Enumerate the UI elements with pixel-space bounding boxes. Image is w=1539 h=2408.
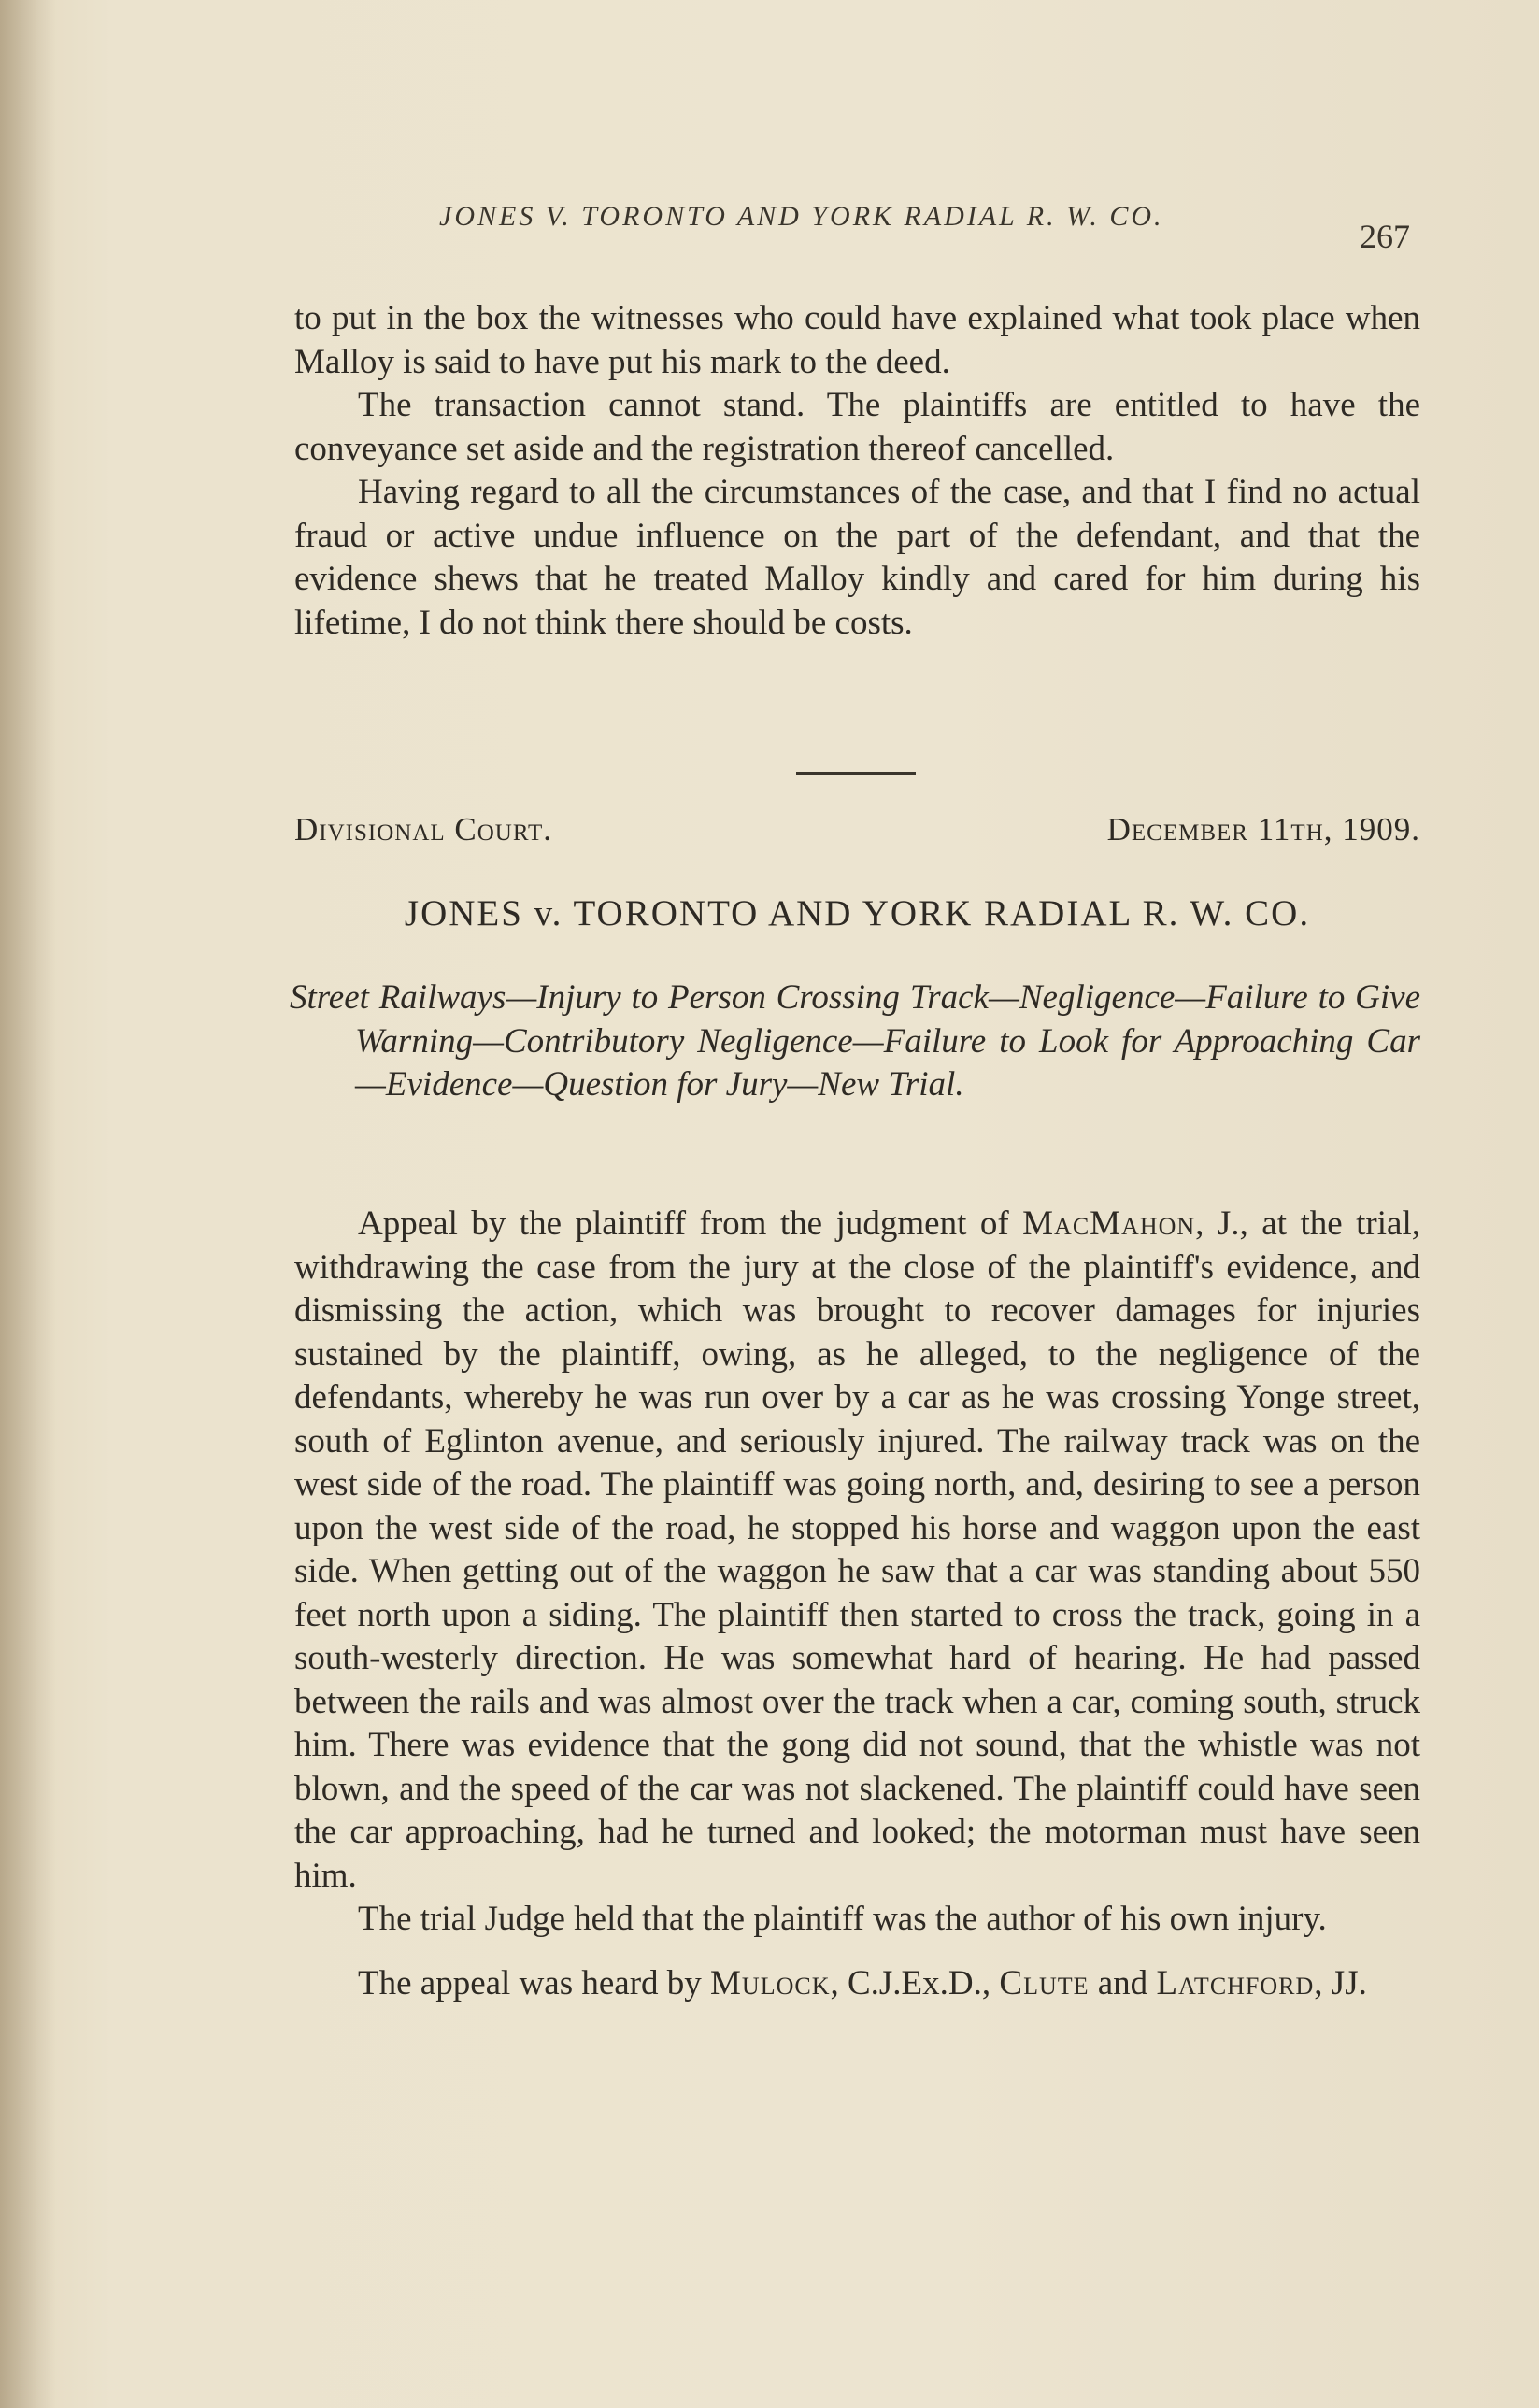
judge-mulock: Mulock <box>710 1963 831 2002</box>
paragraph-transaction: The transaction cannot stand. The plaintiffs are entitled to have the conveyance set aside and the registration thereof cancelled. <box>294 386 1420 468</box>
judge-latchford: Latchford <box>1156 1963 1315 2002</box>
heard-text-end: , JJ. <box>1314 1963 1367 2002</box>
case-title: JONES v. TORONTO AND YORK RADIAL R. W. CO. <box>404 893 1311 933</box>
section-divider <box>796 772 916 775</box>
heard-text-mid1: , C.J.Ex.D., <box>830 1963 1000 2002</box>
judge-clute: Clute <box>999 1963 1090 2002</box>
appeal-text-start: Appeal by the plaintiff from the judgment of <box>358 1204 1023 1243</box>
paragraph-trial-judge: The trial Judge held that the plaintiff was the author of his own injury. <box>358 1900 1327 1938</box>
headnote-text: Street Railways—Injury to Person Crossing Track—Negligence—Failure to Give Warning—Contributory Negligence—Failure to Look for Approaching Car—Evidence—Question for Jury—New Trial. <box>290 978 1420 1104</box>
top-text-block <box>294 297 1420 645</box>
paragraph-costs: Having regard to all the circumstances of the case, and that I find no actual fraud or active undue influence on the part of the defendant, and that the evidence shews that he treated Malloy kindly and cared for him during his lifetime, I do not think there should be costs. <box>294 473 1420 642</box>
heard-text-start: The appeal was heard by <box>358 1963 711 2002</box>
running-head: JONES V. TORONTO AND YORK RADIAL R. W. CO. <box>439 201 1164 232</box>
judge-name: MacMahon <box>1022 1204 1196 1243</box>
paragraph-appeal <box>294 1203 1420 1898</box>
body-text-block <box>294 1203 1420 2005</box>
appeal-text-rest: , J., at the trial, withdrawing the case from the jury at the close of the plaintiff's evidence, and dismissing the action, which was brought to recover damages for injuries sustained by the plaintiff, owing, as he alleged, to the negligence of the defendants, whereby he was run over by a car as he was crossing Yonge street, south of Eglinton avenue, and seriously injured. The railway track was on the west side of the road. The plaintiff was going north, and, desiring to see a person upon the west side of the road, he stopped his horse and waggon upon the east side. When getting out of the waggon he saw that a car was standing about 550 feet north upon a siding. The plaintiff then started to cross the track, going in a south-westerly direction. He was somewhat hard of hearing. He had passed between the rails and was almost over the track when a car, coming south, struck him. There was evidence that the gong did not sound, that the whistle was not blown, and the speed of the car was not slackened. The plaintiff could have seen the car approaching, had he turned and looked; the motorman must have seen him. <box>294 1204 1420 1895</box>
court-line <box>294 811 1420 848</box>
spine-shadow <box>0 0 56 2408</box>
headnote <box>290 976 1420 1107</box>
decision-date: December 11th, 1909. <box>1106 811 1420 848</box>
court-name: Divisional Court. <box>294 811 553 848</box>
page-number: 267 <box>1360 218 1410 255</box>
heard-text-mid2: and <box>1089 1963 1157 2002</box>
paragraph-continuation: to put in the box the witnesses who could have explained what took place when Malloy is said to have put his mark to the deed. <box>294 299 1420 381</box>
paragraph-heard <box>294 1962 1420 2006</box>
